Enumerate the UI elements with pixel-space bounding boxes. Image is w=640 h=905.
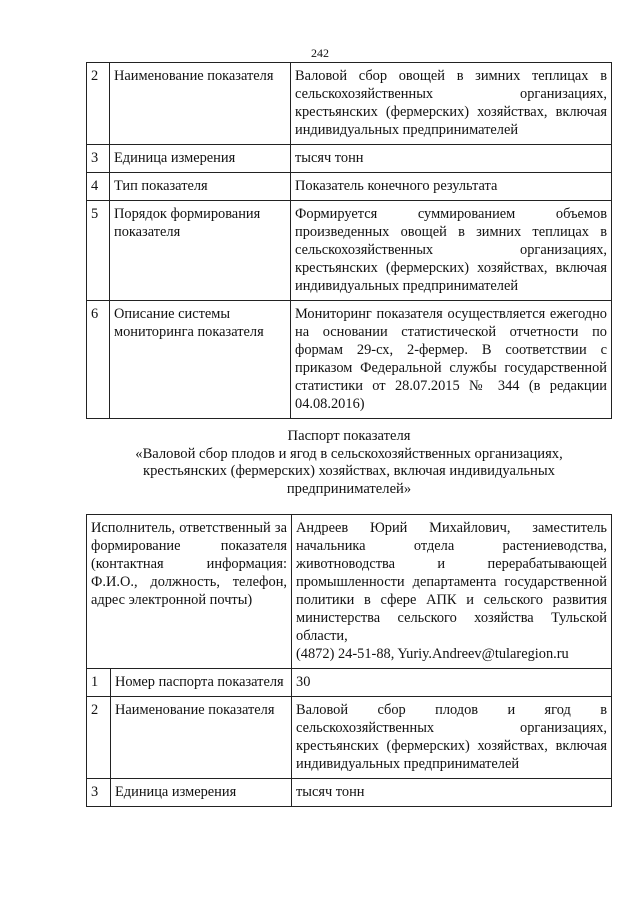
- row-value: тысяч тонн: [291, 145, 612, 173]
- row-value: Мониторинг показателя осуществляется ежегодно на основании статистической отчетности по формам 29-сх, 2-фермер. В соответствии с приказом Федеральной службы государственной статистики от 28.07.2015 № 344 (в редакции 04.08.2016): [291, 301, 612, 419]
- row-label: Тип показателя: [110, 173, 291, 201]
- heading-line: Паспорт показателя: [287, 428, 411, 444]
- row-label: Единица измерения: [111, 779, 292, 807]
- responsible-contact: (4872) 24-51-88, Yuriy.Andreev@tularegion.ru: [296, 646, 569, 662]
- table-row: [87, 301, 612, 419]
- row-value: Валовой сбор овощей в зимних теплицах в сельскохозяйственных организациях, крестьянских (фермерских) хозяйствах, включая индивидуальных предпринимателей: [291, 63, 612, 145]
- table-row: [87, 697, 612, 779]
- row-number: 3: [87, 145, 110, 173]
- indicator-table-2: [86, 514, 612, 807]
- table-row: [87, 201, 612, 301]
- indicator-table-1: [86, 62, 612, 419]
- row-value: 30: [292, 669, 612, 697]
- row-number: 2: [87, 697, 111, 779]
- row-label: Описание системы мониторинга показателя: [110, 301, 291, 419]
- heading-line: предпринимателей»: [286, 480, 412, 497]
- responsible-value: [292, 515, 612, 669]
- page-number: 242: [311, 46, 329, 60]
- responsible-name: Андреев Юрий Михайлович, заместитель начальника отдела растениеводства, животноводства и перерабатывающей промышленности департамента государственной политики в сфере АПК и сельского развития министерства сельского хозяйства Тульской области,: [296, 520, 607, 644]
- row-number: 1: [87, 669, 111, 697]
- row-value: Формируется суммированием объемов произведенных овощей в зимних теплицах в сельскохозяйственных организациях, крестьянских (фермерских) хозяйствах, включая индивидуальных предпринимателей: [291, 201, 612, 301]
- row-value: Валовой сбор плодов и ягод в сельскохозяйственных организациях, крестьянских (фермерских) хозяйствах, включая индивидуальных предпринимателей: [292, 697, 612, 779]
- table-row: [87, 173, 612, 201]
- table-row: [87, 515, 612, 669]
- heading-line: «Валовой сбор плодов и ягод в сельскохозяйственных организациях,: [135, 445, 563, 462]
- table-row: [87, 669, 612, 697]
- row-number: 2: [87, 63, 110, 145]
- row-number: 5: [87, 201, 110, 301]
- row-label: Единица измерения: [110, 145, 291, 173]
- table-row: [87, 779, 612, 807]
- row-label: Наименование показателя: [111, 697, 292, 779]
- passport-heading: [86, 428, 612, 498]
- table-row: [87, 63, 612, 145]
- row-value: тысяч тонн: [292, 779, 612, 807]
- row-number: 4: [87, 173, 110, 201]
- row-value: Показатель конечного результата: [291, 173, 612, 201]
- table-row: [87, 145, 612, 173]
- row-label: Порядок формирования показателя: [110, 201, 291, 301]
- row-number: 3: [87, 779, 111, 807]
- responsible-label: Исполнитель, ответственный за формирование показателя (контактная информация: Ф.И.О., должность, телефон, адрес электронной почты): [87, 515, 292, 669]
- row-label: Номер паспорта показателя: [111, 669, 292, 697]
- row-label: Наименование показателя: [110, 63, 291, 145]
- heading-line: крестьянских (фермерских) хозяйствах, включая индивидуальных: [143, 463, 555, 479]
- row-number: 6: [87, 301, 110, 419]
